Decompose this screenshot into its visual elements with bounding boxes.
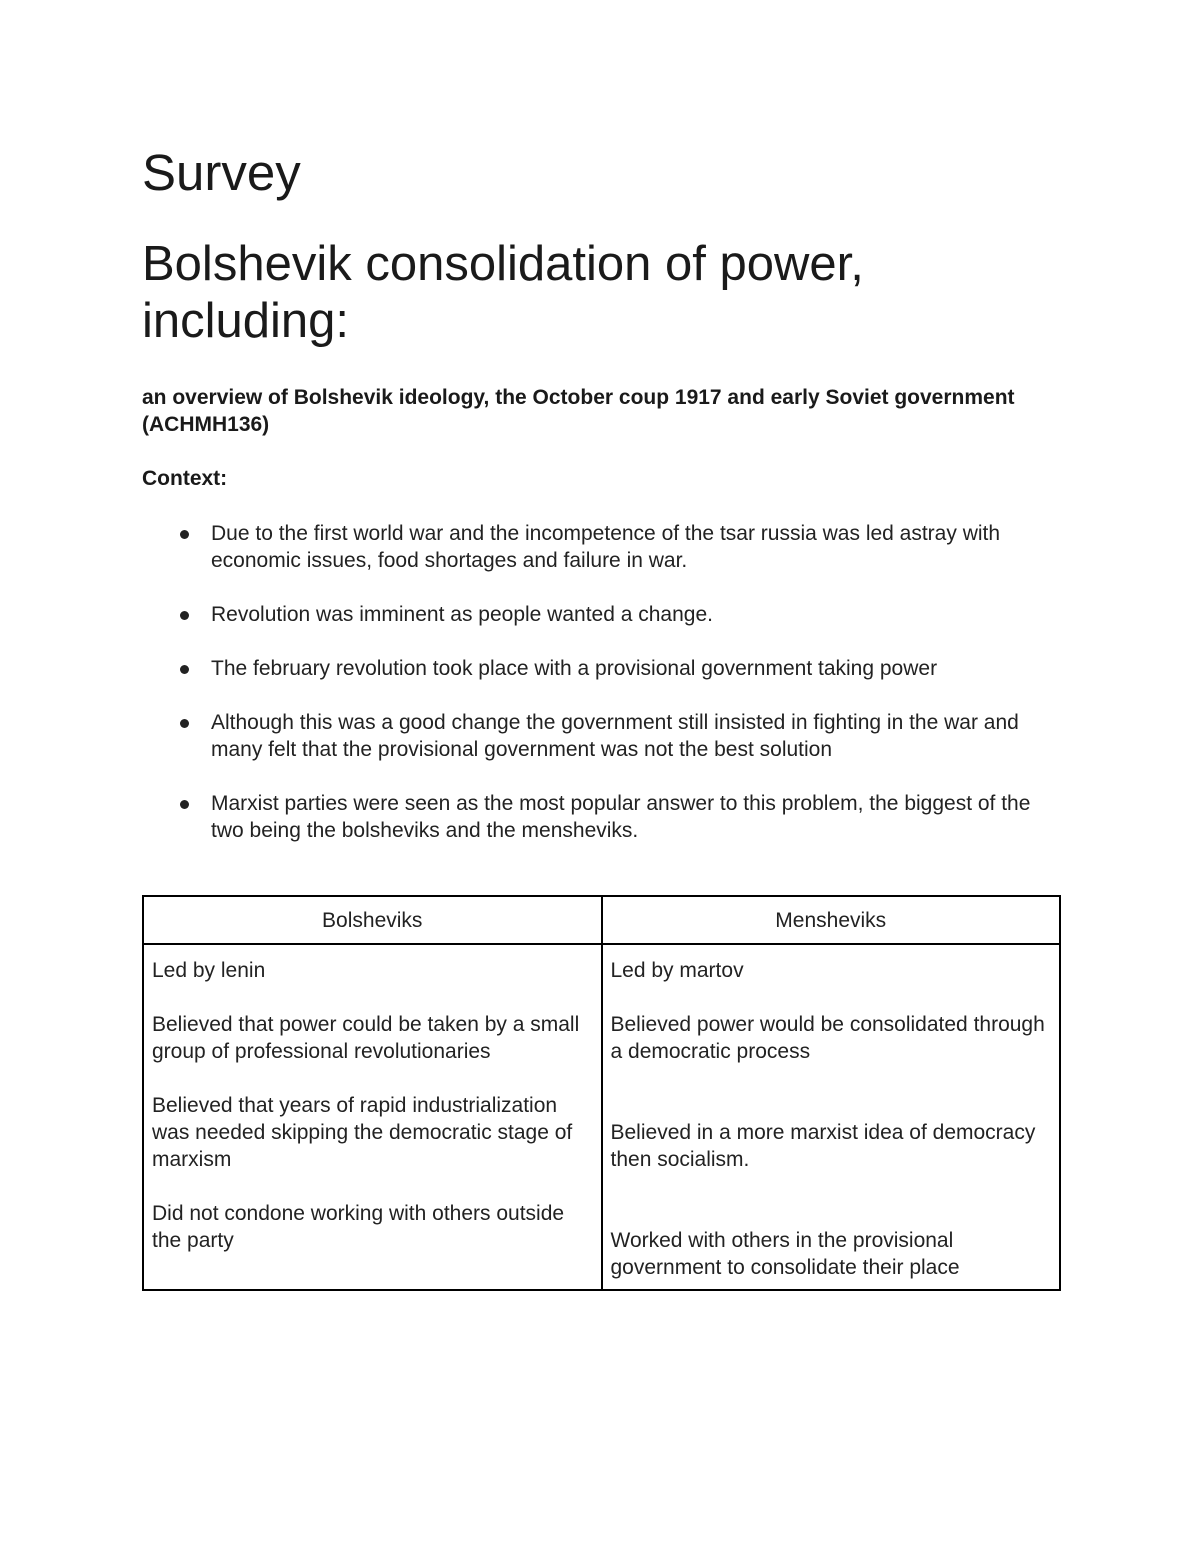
table-header-row <box>143 896 1060 944</box>
mensheviks-cell <box>602 944 1061 1290</box>
menshevik-point: Worked with others in the provisional government to consolidate their place <box>610 1229 960 1279</box>
table-row <box>143 944 1060 1290</box>
menshevik-point: Believed power would be consolidated through a democratic process <box>610 1013 1045 1063</box>
bullet-dot-icon <box>180 800 189 809</box>
header-mensheviks: Mensheviks <box>602 896 1061 944</box>
comparison-table <box>142 895 1061 1291</box>
bolshevik-point: Did not condone working with others outside the party <box>152 1202 565 1252</box>
menshevik-point: Led by martov <box>610 959 744 982</box>
bullet-dot-icon <box>180 719 189 728</box>
header-bolsheviks: Bolsheviks <box>143 896 602 944</box>
context-label: Context: <box>142 467 228 490</box>
context-bullet-text: Although this was a good change the government still insisted in fighting in the war and many felt that the provisional government was not the best solution <box>211 711 1019 761</box>
context-bullet-text: Revolution was imminent as people wanted a change. <box>211 603 713 626</box>
section-subheading: an overview of Bolshevik ideology, the October coup 1917 and early Soviet government (ACHMH136) <box>142 386 1015 436</box>
context-bullet-text: The february revolution took place with a provisional government taking power <box>211 657 938 680</box>
bullet-dot-icon <box>180 530 189 539</box>
bullet-dot-icon <box>180 611 189 620</box>
context-bullet-text: Due to the first world war and the incompetence of the tsar russia was led astray with economic issues, food shortages and failure in war. <box>211 522 1001 572</box>
bolsheviks-cell <box>143 944 602 1290</box>
bolshevik-point: Believed that power could be taken by a small group of professional revolutionaries <box>152 1013 580 1063</box>
bullet-dot-icon <box>180 665 189 674</box>
menshevik-point: Believed in a more marxist idea of democracy then socialism. <box>610 1121 1036 1171</box>
bolshevik-point: Believed that years of rapid industrialization was needed skipping the democratic stage of marxism <box>152 1094 573 1171</box>
context-bullet-text: Marxist parties were seen as the most popular answer to this problem, the biggest of the two being the bolsheviks and the mensheviks. <box>211 792 1031 842</box>
section-heading: Bolshevik consolidation of power, including: <box>142 237 864 348</box>
bolshevik-point: Led by lenin <box>152 959 266 982</box>
document-title: Survey <box>142 144 301 201</box>
